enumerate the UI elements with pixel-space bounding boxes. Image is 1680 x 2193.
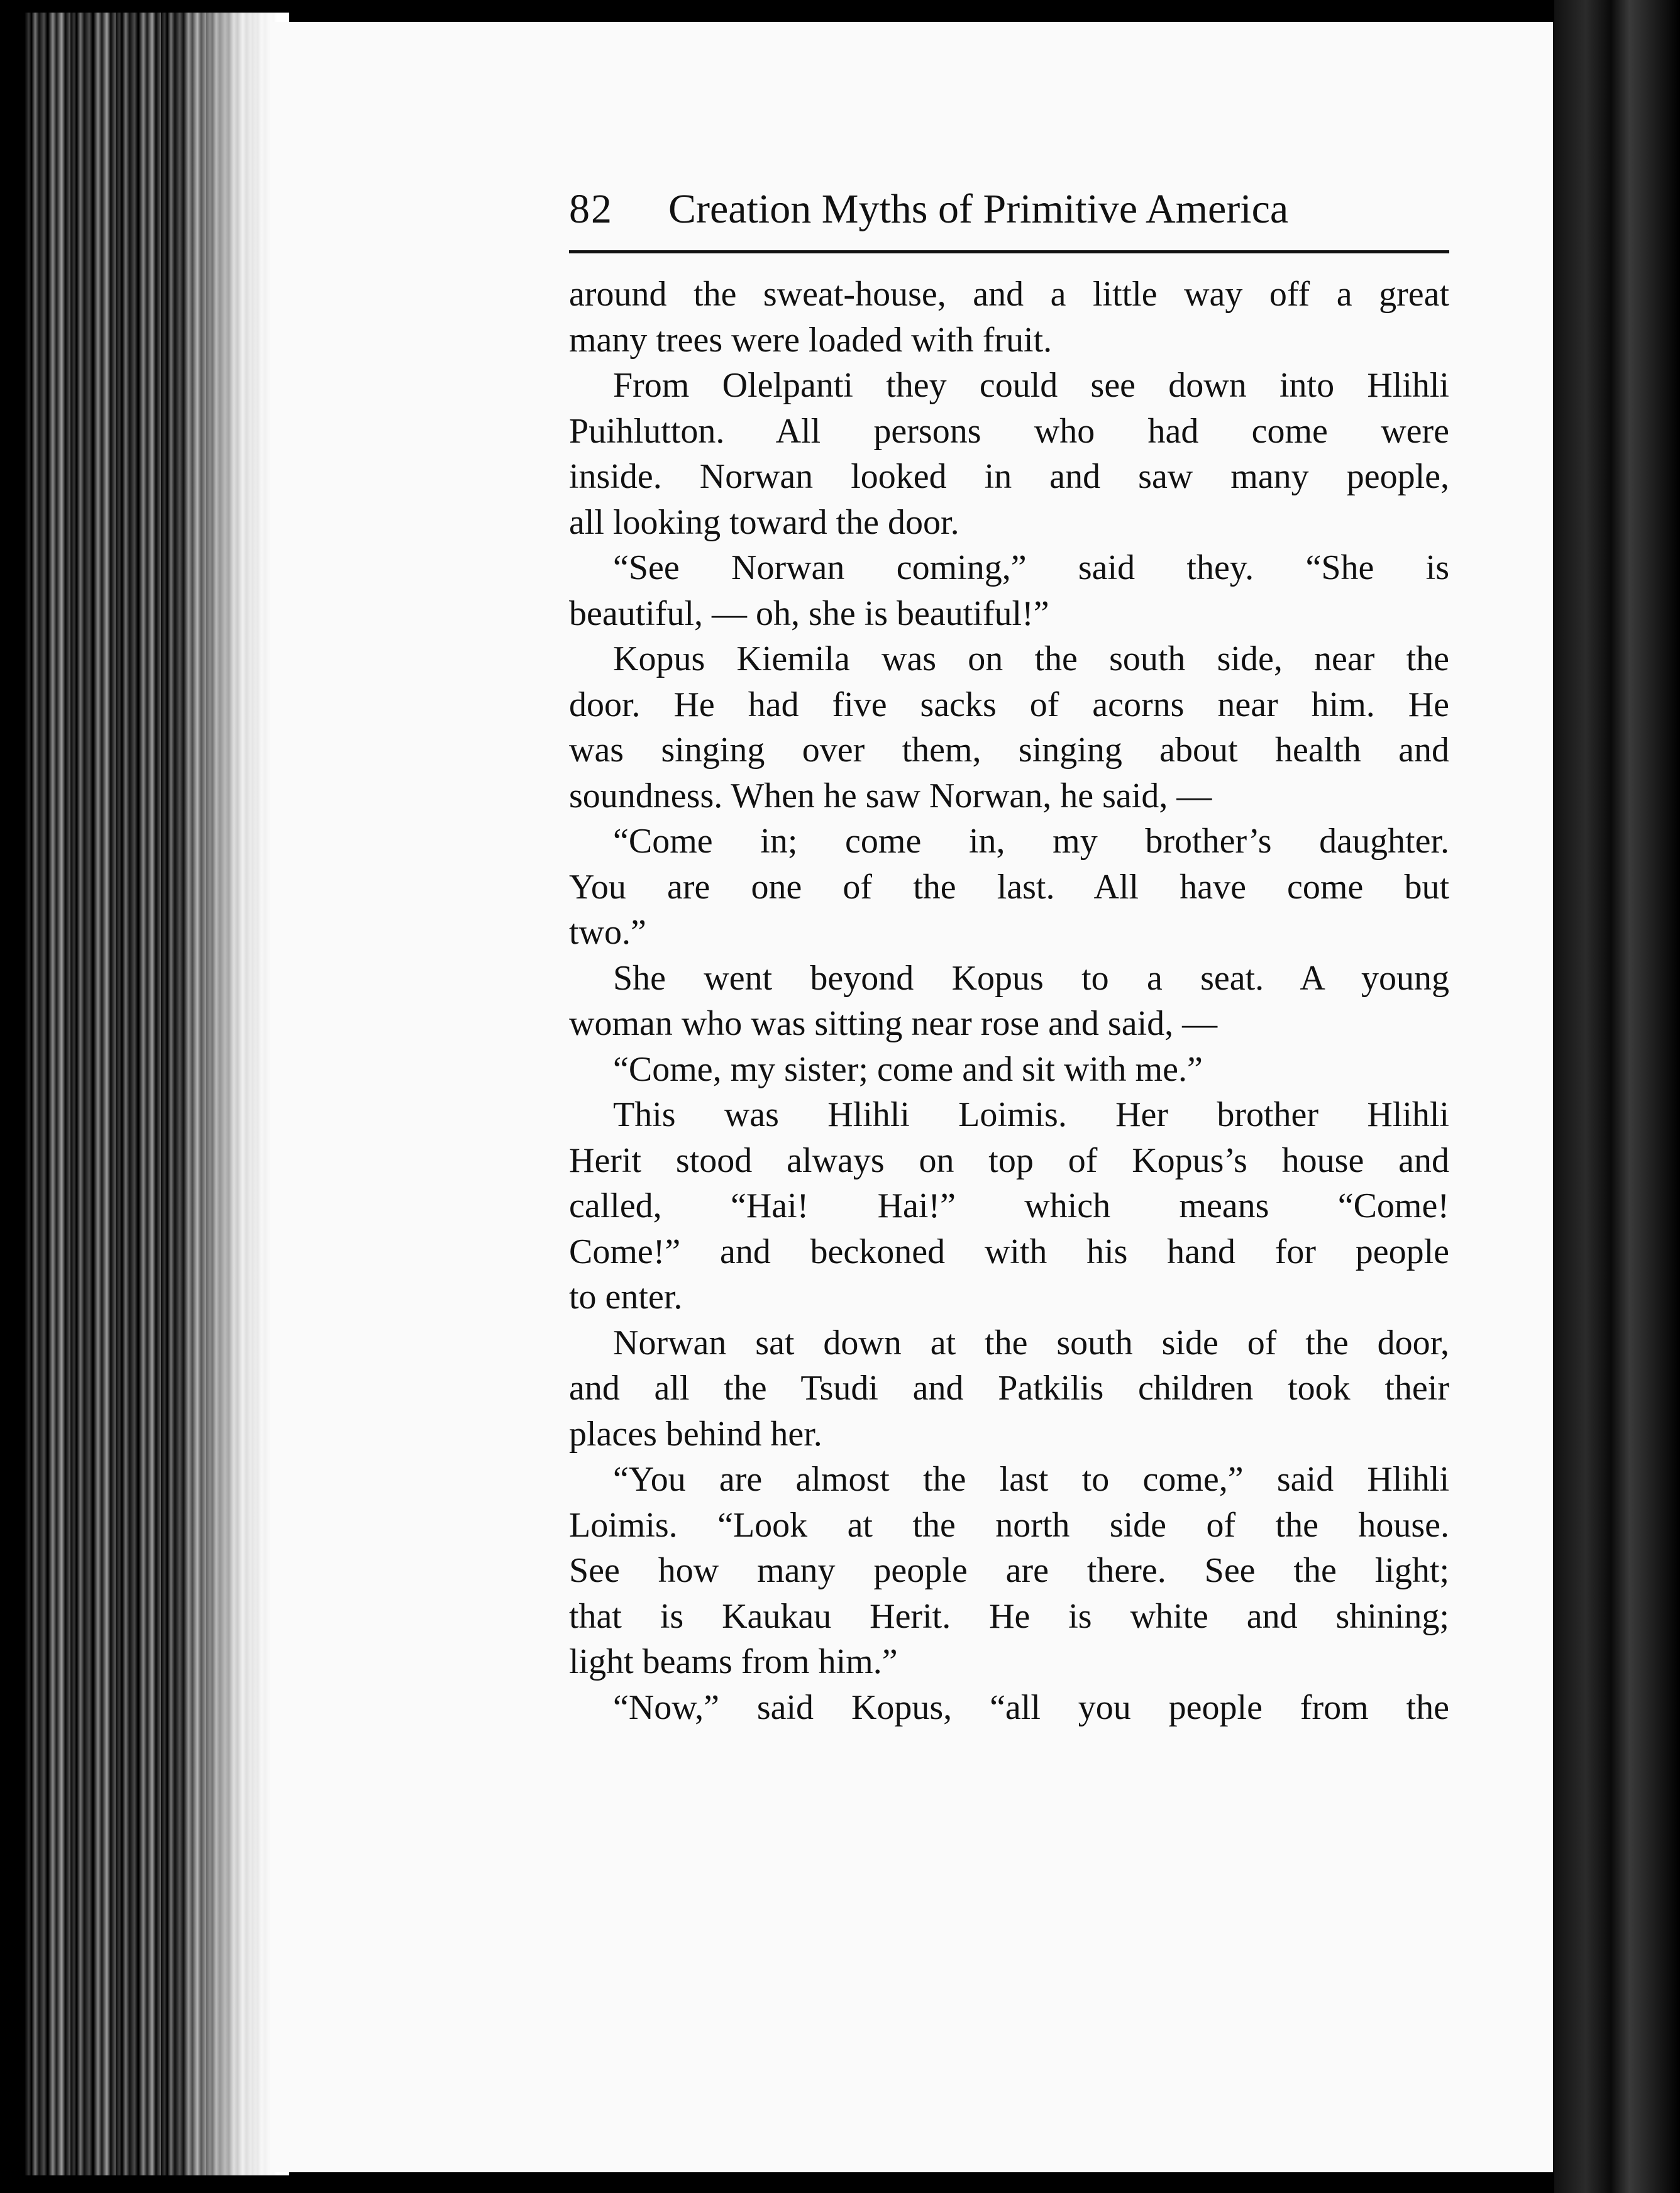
text-line: “You are almost the last to come,” said Hlihli [613,1460,1449,1499]
text-line: “Now,” said Kopus, “all you people from the [613,1688,1449,1727]
binding-gutter [1554,0,1680,2193]
page-number: 82 [569,186,613,232]
header-rule [569,250,1449,253]
text-line: You are one of the last. All have come but [569,867,1449,907]
text-line: all looking toward the door. [569,502,959,542]
text-line: See how many people are there. See the light; [569,1551,1449,1590]
text-line: Norwan sat down at the south side of the door, [613,1323,1449,1362]
text-line: called, “Hai! Hai!” which means “Come! [569,1186,1449,1225]
body-text [569,272,1449,1730]
text-line: soundness. When he saw Norwan, he said, — [569,776,1212,815]
paragraph [569,363,1449,545]
page-edge-stack [25,13,289,2175]
text-line: “Come, my sister; come and sit with me.” [613,1049,1203,1089]
text-line: This was Hlihli Loimis. Her brother Hlihli [613,1095,1449,1134]
text-line: inside. Norwan looked in and saw many people, [569,457,1449,496]
text-line: Herit stood always on top of Kopus’s house and [569,1141,1449,1180]
text-line: “Come in; come in, my brother’s daughter. [613,822,1449,861]
text-line: around the sweat-house, and a little way off a great [569,275,1449,314]
running-head [569,185,1449,251]
paragraph [569,545,1449,636]
text-line: Loimis. “Look at the north side of the house. [569,1505,1449,1545]
text-line: two.” [569,913,646,952]
paragraph [569,956,1449,1047]
text-line: to enter. [569,1278,683,1317]
text-line: beautiful, — oh, she is beautiful!” [569,594,1049,633]
text-line: woman who was sitting near rose and said, — [569,1004,1218,1043]
text-line: She went beyond Kopus to a seat. A young [613,958,1449,998]
paragraph [569,272,1449,363]
paragraph [569,636,1449,819]
text-line: many trees were loaded with fruit. [569,320,1053,360]
text-line: light beams from him.” [569,1642,898,1681]
text-line: places behind her. [569,1414,822,1454]
text-line: was singing over them, singing about health and [569,731,1449,770]
text-line: Kopus Kiemila was on the south side, near the [613,639,1449,678]
paragraph [569,1457,1449,1685]
book-title: Creation Myths of Primitive America [668,186,1289,232]
paragraph [569,1047,1449,1093]
text-line: that is Kaukau Herit. He is white and shining; [569,1596,1449,1636]
text-line: Puihlutton. All persons who had come were [569,411,1449,451]
text-line: and all the Tsudi and Patkilis children took their [569,1369,1449,1408]
text-line: “See Norwan coming,” said they. “She is [613,548,1449,587]
paragraph [569,1685,1449,1731]
paragraph [569,1092,1449,1320]
text-line: Come!” and beckoned with his hand for people [569,1232,1449,1271]
paragraph [569,819,1449,956]
paragraph [569,1320,1449,1457]
text-line: door. He had five sacks of acorns near him. He [569,685,1449,724]
text-line: From Olelpanti they could see down into Hlihli [613,366,1449,405]
